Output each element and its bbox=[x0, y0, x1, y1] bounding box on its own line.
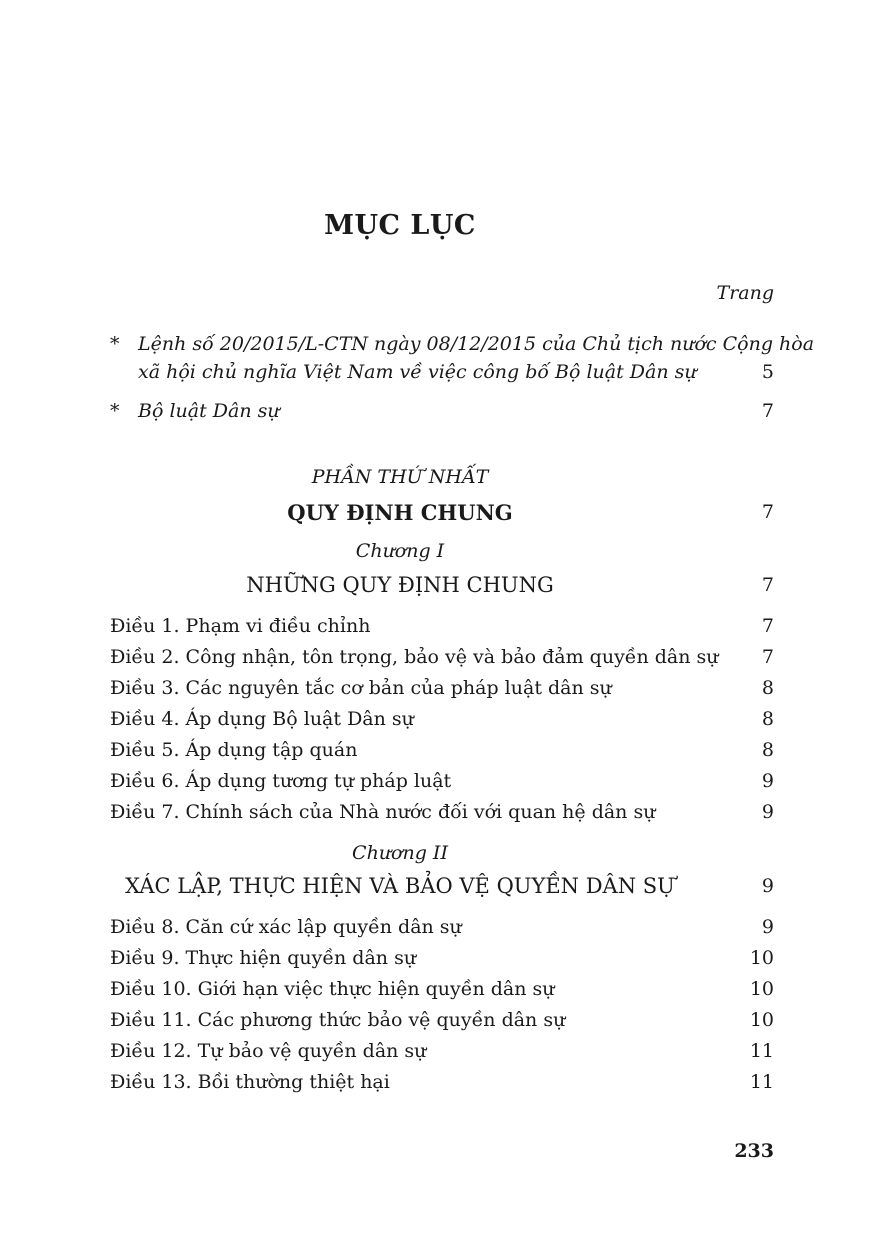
article-page-number: 8 bbox=[761, 677, 774, 699]
article-page-number: 11 bbox=[749, 1071, 774, 1093]
part-title: QUY ĐỊNH CHUNG bbox=[287, 500, 513, 525]
article-entry: Điều 9. Thực hiện quyền dân sự bbox=[110, 947, 417, 969]
article-page-number: 10 bbox=[749, 978, 774, 1000]
bullet-star: * bbox=[110, 400, 120, 422]
chapter-page-number: 7 bbox=[761, 574, 774, 596]
article-entry: Điều 2. Công nhận, tôn trọng, bảo vệ và bảo đảm quyền dân sự bbox=[110, 646, 719, 668]
page-number: 233 bbox=[734, 1140, 774, 1162]
article-page-number: 11 bbox=[749, 1040, 774, 1062]
intro-entry-line: Lệnh số 20/2015/L-CTN ngày 08/12/2015 của Chủ tịch nước Cộng hòa bbox=[138, 333, 815, 355]
article-entry: Điều 11. Các phương thức bảo vệ quyền dân sự bbox=[110, 1009, 566, 1031]
article-page-number: 10 bbox=[749, 1009, 774, 1031]
part-page-number: 7 bbox=[761, 501, 774, 523]
article-page-number: 9 bbox=[761, 770, 774, 792]
article-page-number: 8 bbox=[761, 708, 774, 730]
article-page-number: 8 bbox=[761, 739, 774, 761]
article-entry: Điều 3. Các nguyên tắc cơ bản của pháp luật dân sự bbox=[110, 677, 612, 699]
article-entry: Điều 5. Áp dụng tập quán bbox=[110, 739, 358, 761]
chapter-title: NHỮNG QUY ĐỊNH CHUNG bbox=[246, 573, 554, 597]
article-entry: Điều 1. Phạm vi điều chỉnh bbox=[110, 615, 371, 637]
article-entry: Điều 7. Chính sách của Nhà nước đối với quan hệ dân sự bbox=[110, 801, 656, 823]
article-entry: Điều 6. Áp dụng tương tự pháp luật bbox=[110, 770, 452, 792]
entry-page-number: 7 bbox=[761, 400, 774, 422]
entry-page-number: 5 bbox=[761, 361, 774, 383]
part-label: PHẦN THỨ NHẤT bbox=[311, 466, 489, 488]
article-entry: Điều 13. Bồi thường thiệt hại bbox=[110, 1071, 390, 1093]
intro-entry-line: Bộ luật Dân sự bbox=[138, 400, 280, 422]
chapter-page-number: 9 bbox=[761, 875, 774, 897]
article-page-number: 9 bbox=[761, 801, 774, 823]
article-page-number: 7 bbox=[761, 646, 774, 668]
chapter-label: Chương II bbox=[352, 842, 448, 864]
chapter-label: Chương I bbox=[355, 540, 445, 562]
bullet-star: * bbox=[110, 333, 120, 355]
page-title: MỤC LỤC bbox=[324, 210, 476, 241]
article-page-number: 9 bbox=[761, 916, 774, 938]
page-column-header: Trang bbox=[716, 282, 774, 304]
article-page-number: 10 bbox=[749, 947, 774, 969]
article-entry: Điều 8. Căn cứ xác lập quyền dân sự bbox=[110, 916, 462, 938]
article-entry: Điều 10. Giới hạn việc thực hiện quyền dân sự bbox=[110, 978, 555, 1000]
article-entry: Điều 12. Tự bảo vệ quyền dân sự bbox=[110, 1040, 427, 1062]
article-entry: Điều 4. Áp dụng Bộ luật Dân sự bbox=[110, 708, 414, 730]
chapter-title: XÁC LẬP, THỰC HIỆN VÀ BẢO VỆ QUYỀN DÂN SỰ bbox=[125, 874, 675, 898]
intro-entry-line: xã hội chủ nghĩa Việt Nam về việc công bố Bộ luật Dân sự bbox=[138, 361, 697, 383]
article-page-number: 7 bbox=[761, 615, 774, 637]
